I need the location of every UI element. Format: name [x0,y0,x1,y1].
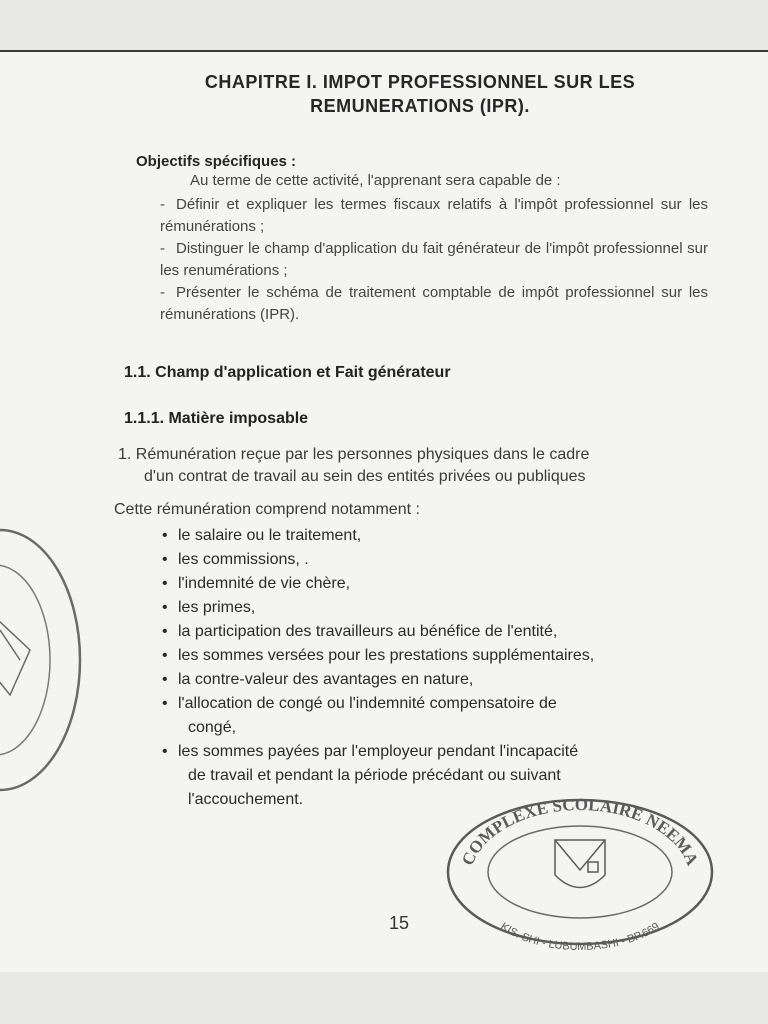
stamp-bottom-text: KIS. SHI - LUBUMBASHI - BP.669 [498,920,662,950]
section-heading-1-1: 1.1. Champ d'application et Fait générateur [124,364,451,381]
list-item: • l'indemnité de vie chère, [162,572,710,596]
bullet-icon: • [162,575,168,592]
chapter-title [120,70,720,118]
chapter-title-line-2: REMUNERATIONS (IPR). [310,96,530,116]
list-item: • les primes, [162,596,710,620]
bullet-icon: • [162,743,168,760]
list-item: • la contre-valeur des avantages en nature, [162,668,710,692]
section-heading-1-1-1: 1.1.1. Matière imposable [124,410,309,427]
bullet-icon: • [162,647,168,664]
objectives-heading: Objectifs spécifiques : [136,153,297,170]
shield-icon [0,620,30,695]
page-number: 15 [389,913,410,933]
bullet-icon: • [162,671,168,688]
objectives-intro: Au terme de cette activité, l'apprenant sera capable de : [190,172,561,189]
list-item: • les sommes payées par l'employeur pendant l'incapacité de travail et pendant la période précédant ou suivant l'accouchement. [162,740,710,812]
point-line-1: 1. Rémunération reçue par les personnes physiques dans le cadre [118,446,590,463]
partial-stamp-left [0,520,90,800]
school-stamp [440,790,720,950]
list-item: • les sommes versées pour les prestations supplémentaires, [162,644,710,668]
remuneration-list [162,524,710,812]
includes-intro: Cette rémunération comprend notamment : [114,501,420,518]
bullet-icon: • [162,599,168,616]
shield-icon [555,840,605,888]
objective-item: - Présenter le schéma de traitement comptable de impôt professionnel sur les rémunérations (IPR). [160,284,708,323]
objective-item: - Distinguer le champ d'application du fait générateur de l'impôt professionnel sur les renumérations ; [160,240,708,279]
objectives-list [160,194,708,326]
bullet-icon: • [162,623,168,640]
bullet-icon: • [162,695,168,712]
bullet-icon: • [162,551,168,568]
list-item: • la participation des travailleurs au bénéfice de l'entité, [162,620,710,644]
bullet-icon: • [162,527,168,544]
chapter-title-line-1: CHAPITRE I. IMPOT PROFESSIONNEL SUR LES [204,72,636,92]
list-item: • le salaire ou le traitement, [162,524,710,548]
list-item: • les commissions, . [162,548,710,572]
numbered-point-1 [118,444,710,488]
list-item: • l'allocation de congé ou l'indemnité compensatoire de congé, [162,692,710,740]
point-line-2: d'un contrat de travail au sein des entités privées ou publiques [144,468,586,485]
objective-item: - Définir et expliquer les termes fiscaux relatifs à l'impôt professionnel sur les rémunérations ; [160,196,708,235]
stamp-top-text: COMPLEXE SCOLAIRE NEEMA [457,794,703,869]
